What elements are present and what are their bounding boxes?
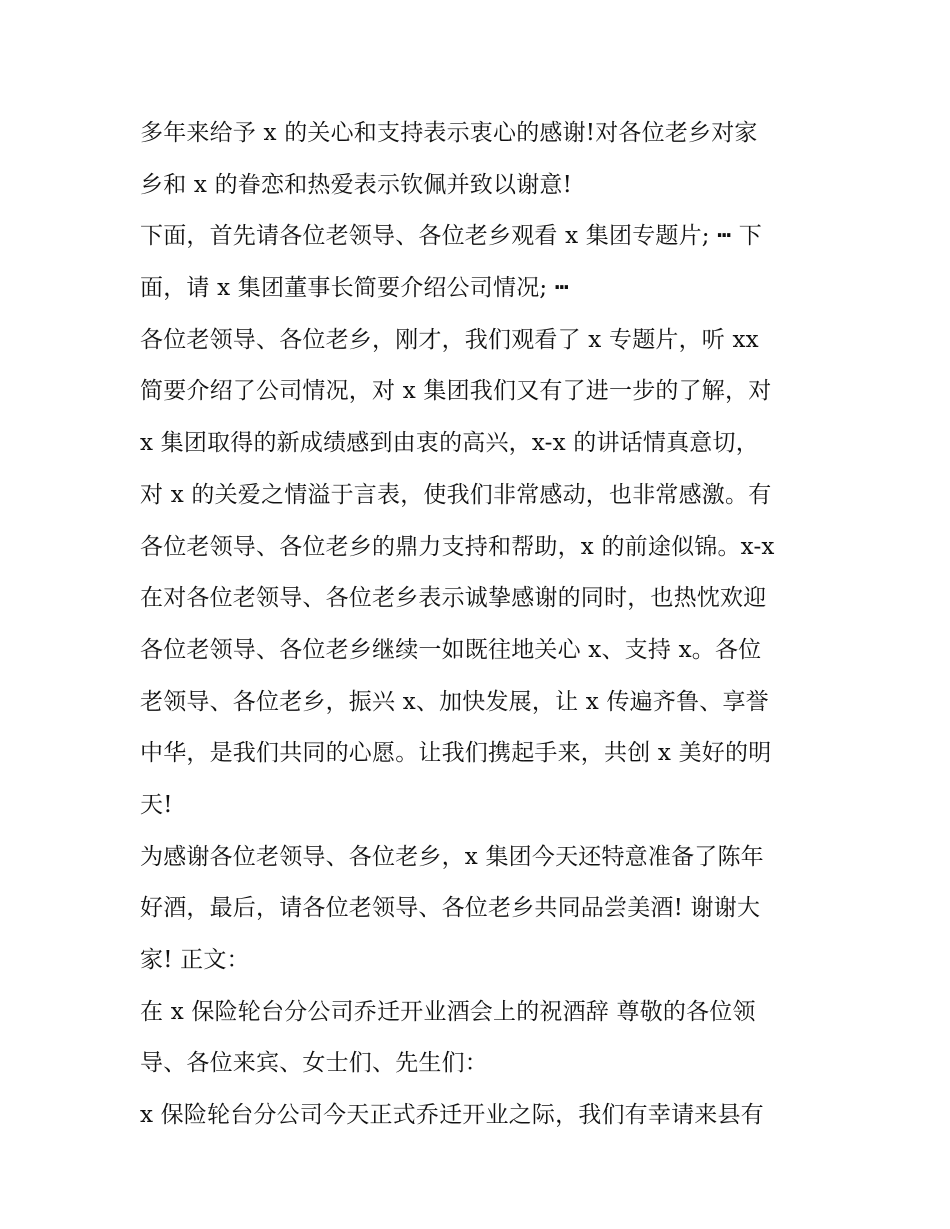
- text-line: 各位老领导、各位老乡，刚才，我们观看了 x 专题片，听 xx: [140, 326, 759, 353]
- text-line: 面，请 x 集团董事长简要介绍公司情况; ┅: [140, 275, 569, 302]
- text-line: 导、各位来宾、女士们、先生们：: [140, 1050, 488, 1077]
- text-line: 天!: [140, 791, 173, 818]
- text-line: 各位老领导、各位老乡的鼎力支持和帮助，x 的前途似锦。x-x: [140, 533, 775, 560]
- text-line: 各位老领导、各位老乡继续一如既往地关心 x、支持 x。各位: [140, 636, 762, 663]
- text-line: x 集团取得的新成绩感到由衷的高兴，x-x 的讲话情真意切，: [140, 430, 759, 457]
- text-line: 乡和 x 的眷恋和热爱表示钦佩并致以谢意!: [140, 171, 573, 198]
- text-line: 对 x 的关爱之情溢于言表，使我们非常感动，也非常感激。有: [140, 481, 772, 508]
- text-line: 好酒，最后，请各位老领导、各位老乡共同品尝美酒! 谢谢大: [140, 895, 761, 922]
- text-line: 中华，是我们共同的心愿。让我们携起手来，共创 x 美好的明: [140, 740, 772, 767]
- text-line: 在 x 保险轮台分公司乔迁开业酒会上的祝酒辞 尊敬的各位领: [140, 998, 756, 1025]
- text-line: 简要介绍了公司情况，对 x 集团我们又有了进一步的了解，对: [140, 378, 772, 405]
- text-line: 多年来给予 x 的关心和支持表示衷心的感谢!对各位老乡对家: [140, 120, 758, 146]
- text-line: 为感谢各位老领导、各位老乡，x 集团今天还特意准备了陈年: [140, 843, 764, 870]
- text-line: 老领导、各位老乡，振兴 x、加快发展，让 x 传遍齐鲁、享誉: [140, 688, 769, 715]
- text-line: 家! 正文：: [140, 947, 250, 973]
- text-line: 在对各位老领导、各位老乡表示诚挚感谢的同时，也热忱欢迎: [140, 585, 767, 612]
- document-body: [140, 108, 820, 1142]
- text-line: x 保险轮台分公司今天正式乔迁开业之际，我们有幸请来县有: [140, 1102, 764, 1129]
- text-line: 下面，首先请各位老领导、各位老乡观看 x 集团专题片; ┅ 下: [140, 223, 763, 250]
